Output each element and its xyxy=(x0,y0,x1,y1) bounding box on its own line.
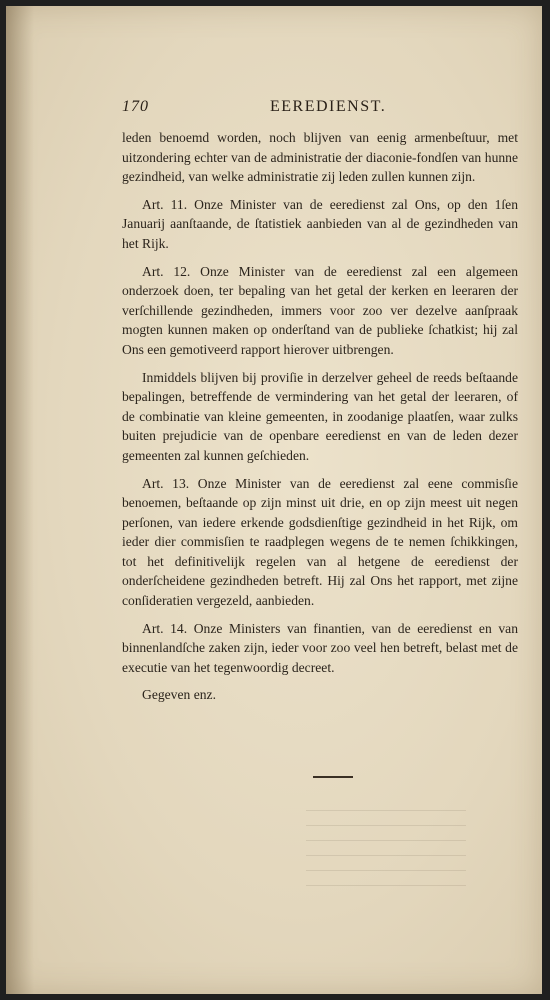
closing-formula: Gegeven enz. xyxy=(142,687,216,703)
paragraph-inmiddels: Inmiddels blijven bij proviſie in derzelver geheel de reeds beſtaande bepalingen, betreffende de vermindering van het getal der leeraren, of de combinatie van kleine gemeenten, in zoodanige plaatſen, waar zulks buiten prejudicie van de openbare eeredienst en van de leden dezer gemeenten zal kunnen geſchieden. xyxy=(122,369,518,463)
running-head xyxy=(122,98,387,120)
book-page xyxy=(6,6,542,994)
body-text xyxy=(122,128,518,719)
show-through-text xyxy=(306,796,466,906)
paragraph-article-13: Art. 13. Onze Minister van de eeredienst zal eene commisſie benoemen, beſtaande op zijn minst uit drie, en op zijn meest uit negen perſonen, van iedere erkende godsdienſtige gezindheid in het Rijk, om ieder dier commisſien te raadplegen wegens de te nemen ſchikkingen, tot het definitivelijk regelen van al hetgene de eeredienst der onderſcheidene gezindheden betreft. Hij zal Ons het rapport, met zijne conſideratien vergezeld, aanbieden. xyxy=(122,475,518,609)
paragraph-article-11: Art. 11. Onze Minister van de eeredienst zal Ons, op den 1ſen Januarij aanſtaande, de ſtatistiek aanbieden van al de gezindheden van het Rijk. xyxy=(122,196,518,251)
running-title: EEREDIENST. xyxy=(270,98,387,115)
page-gutter-shadow xyxy=(6,6,34,994)
paragraph-article-12: Art. 12. Onze Minister van de eeredienst zal een algemeen onderzoek doen, ter bepaling van het getal der kerken en leeraren der verſchillende gezindheden, immers voor zoo ver dezelve aanſpraak mogten kunnen maken op onderſtand van de publieke ſchatkist; hij zal Ons een gemotiveerd rapport hierover uitbrengen. xyxy=(122,263,518,357)
paragraph-article-14: Art. 14. Onze Ministers van finantien, van de eeredienst en van binnenlandſche zaken zijn, ieder voor zoo veel hen betreft, belast met de executie van het tegenwoordig decreet. xyxy=(122,620,518,675)
paragraph-continuation: leden benoemd worden, noch blijven van eenig armenbeſtuur, met uitzondering echter van de administratie der diaconie-fondſen van hunne gezindheid, van welke administratie zij leden zullen kunnen zijn. xyxy=(122,130,518,185)
page-number: 170 xyxy=(122,98,149,115)
end-rule xyxy=(313,776,353,778)
